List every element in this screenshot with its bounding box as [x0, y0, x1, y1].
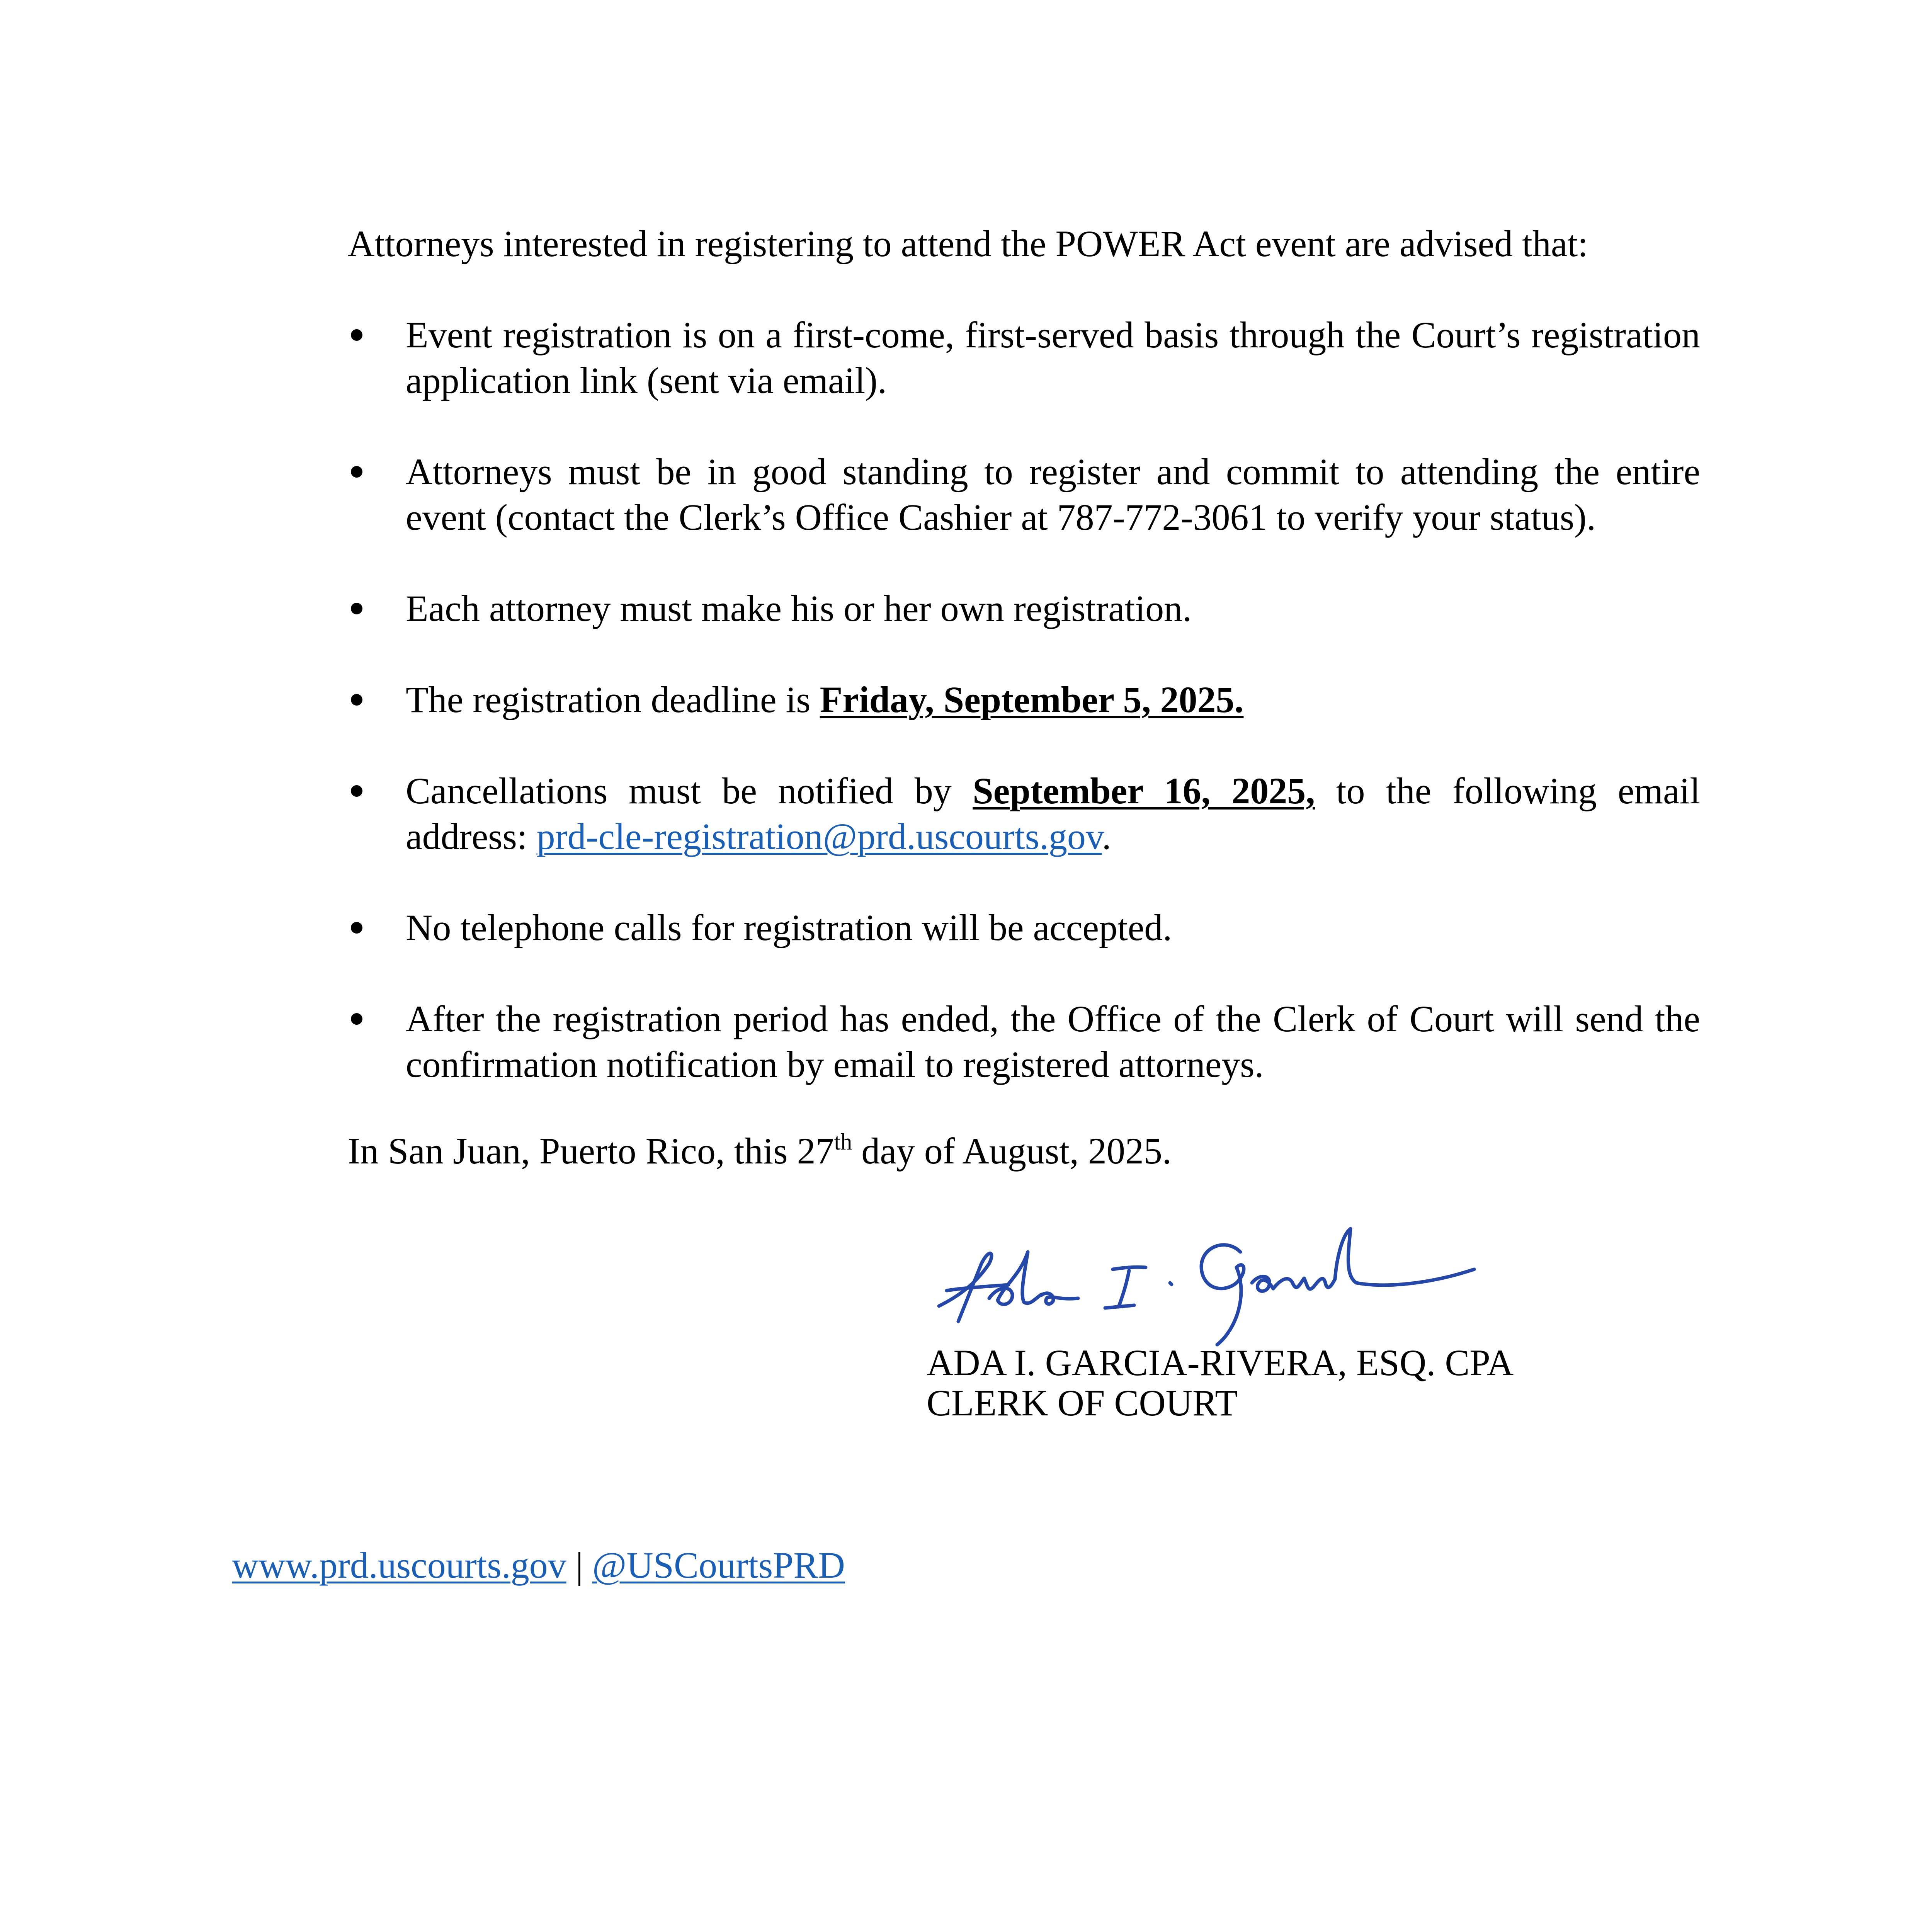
list-item — [348, 677, 1700, 723]
bullet-text: After the registration period has ended, the Office of the Clerk of Court will send the confirmation notification by email to registered attorneys. — [406, 998, 1700, 1085]
closing-line — [348, 1128, 1700, 1174]
bullet-text: Attorneys must be in good standing to register and commit to attending the entire event (contact the Clerk’s Office Cashier at 787-772-3061 to verify your status). — [406, 451, 1700, 538]
bullet-icon — [351, 466, 362, 478]
list-item — [348, 312, 1700, 403]
intro-paragraph: Attorneys interested in registering to attend the POWER Act event are advised that: — [348, 223, 1588, 264]
list-item — [348, 586, 1700, 631]
registration-deadline: Friday, September 5, 2025. — [820, 679, 1244, 720]
cancellation-deadline: September 16, 2025, — [973, 770, 1315, 811]
website-link[interactable]: www.prd.uscourts.gov — [232, 1544, 566, 1586]
registration-email-link[interactable]: prd-cle-registration@prd.uscourts.gov — [536, 816, 1102, 857]
bullet-text: No telephone calls for registration will be accepted. — [406, 907, 1172, 948]
bullet-text: Cancellations must be notified by — [406, 770, 973, 811]
bullet-text: The registration deadline is — [406, 679, 820, 720]
bullet-text: Each attorney must make his or her own registration. — [406, 588, 1192, 629]
footer-links — [232, 1543, 845, 1588]
signer-title: CLERK OF COURT — [927, 1382, 1238, 1423]
list-item — [348, 905, 1700, 951]
requirements-list — [348, 312, 1700, 1133]
bullet-icon — [351, 603, 362, 614]
signer-name: ADA I. GARCIA-RIVERA, ESQ. CPA — [927, 1342, 1514, 1383]
closing-text: day of August, 2025. — [852, 1130, 1172, 1172]
bullet-text: Event registration is on a first-come, first-served basis through the Court’s registration application link (sent via email). — [406, 314, 1700, 401]
list-item — [348, 768, 1700, 859]
ordinal-suffix: th — [834, 1129, 852, 1155]
bullet-text: to the following email address: — [406, 770, 1701, 857]
bullet-icon — [351, 1013, 362, 1025]
bullet-icon — [351, 694, 362, 706]
list-item — [348, 449, 1700, 540]
bullet-icon — [351, 922, 362, 934]
handwritten-signature — [931, 1206, 1480, 1352]
footer-separator: | — [566, 1544, 592, 1586]
closing-text: In San Juan, Puerto Rico, this 27 — [348, 1130, 834, 1172]
social-media-link[interactable]: @USCourtsPRD — [592, 1544, 845, 1586]
bullet-text: . — [1102, 816, 1111, 857]
bullet-icon — [351, 785, 362, 797]
signature-block — [927, 1343, 1514, 1423]
bullet-icon — [351, 329, 362, 341]
list-item — [348, 996, 1700, 1087]
